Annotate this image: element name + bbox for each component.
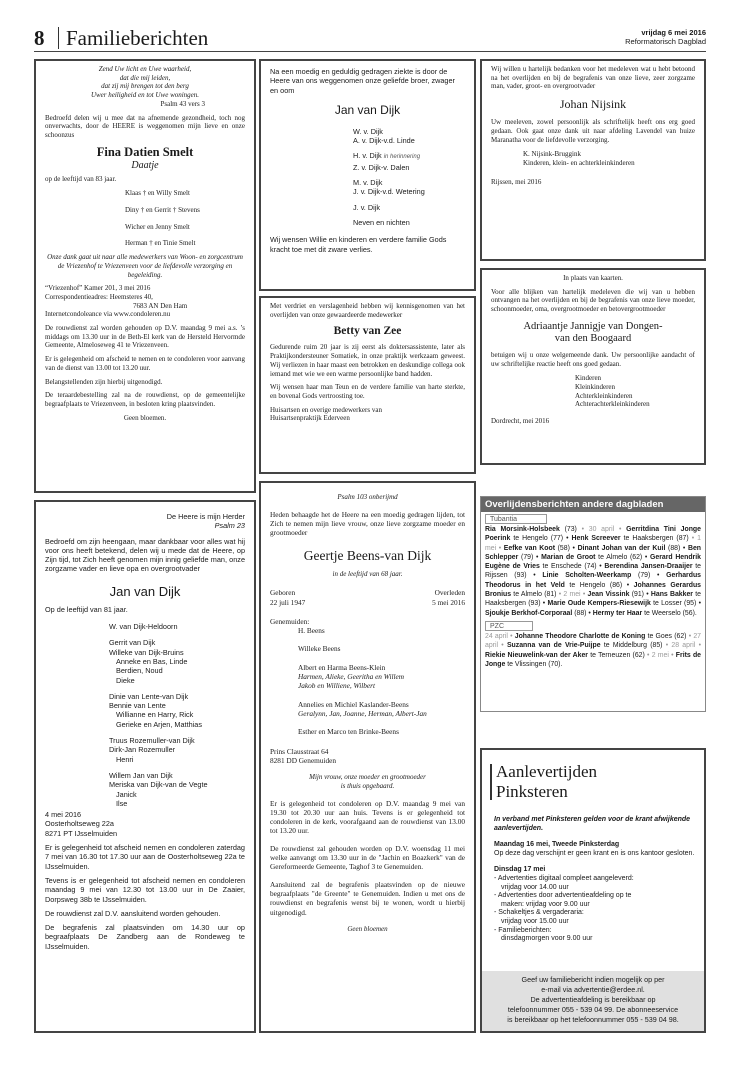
signer: Kinderen, klein- en achterkleinkinderen bbox=[523, 158, 635, 167]
obituary-detail: (88) • bbox=[665, 544, 688, 552]
address-line: 7683 AN Den Ham bbox=[133, 301, 188, 310]
address-line: Internetcondoleance via www.condoleren.nu bbox=[45, 310, 171, 319]
obituary-name: Dinant Johan van der Kuil bbox=[577, 544, 666, 552]
family-member: Willem Jan van Dijk bbox=[109, 770, 173, 780]
family-member: Bennie van Lente bbox=[109, 701, 166, 711]
deadline-item: - Advertenties digitaal compleet aangeleverd: bbox=[494, 874, 634, 882]
notice-vandongen bbox=[480, 268, 706, 465]
panel-title: Overlijdensberichten andere dagbladen bbox=[481, 497, 705, 512]
title-line: Pinksteren bbox=[496, 782, 568, 801]
burial-info: Aansluitend zal de begrafenis plaatsvinden op de nieuwe begraafplaats "de Greente" te Genemuiden. Indien u met ons de rouwdienst en begrafenis wenst bij te wonen, wordt u hierbij uitgenodigd. bbox=[270, 879, 465, 917]
obituary-detail: te Goes (62) bbox=[645, 632, 689, 640]
quote-line: Mijn vrouw, onze moeder en grootmoeder bbox=[309, 773, 426, 782]
deadline-item: - Advertenties door advertentieafdeling op te bbox=[494, 892, 632, 900]
family-member: Diny † en Gerrit † Stevens bbox=[125, 206, 200, 215]
deceased-name: Jan van Dijk bbox=[334, 102, 401, 117]
obituary-name: Sjoukje Berkhof-Corporaal bbox=[485, 609, 573, 617]
obituary-detail: te Haaksbergen (87) bbox=[620, 535, 692, 543]
contact-address bbox=[45, 810, 245, 838]
condolence-note: Wij wensen haar man Teun en de verdere familie van harte sterkte, en bovenal Gods vertroosting toe. bbox=[270, 383, 465, 400]
contact-address bbox=[270, 747, 465, 766]
obituary-detail: te Almelo (62) • bbox=[595, 553, 651, 561]
delivery-times-notice bbox=[480, 748, 706, 1033]
condolence-info: Er is gelegenheid tot condoleren op D.V. maandag 9 mei van 19.30 tot 20.30 uur aan huis. Tevens is er gelegenheid tot condoleren in de kerk, voorafgaand aan de rouwdienst van 13.00 tot 13.20 uur. bbox=[270, 798, 465, 836]
signers bbox=[270, 406, 465, 423]
deadline-item: vrijdag voor 14.00 uur bbox=[501, 883, 569, 891]
obituary-detail: te Hengelo (77) • bbox=[510, 535, 572, 543]
notice-intro: Wij willen u hartelijk bedanken voor het medeleven wat u hebt betoond na het overlijden en bij de begrafenis van onze lieve, zeer zorgzame man, vader, groot- en overgrootvader bbox=[491, 65, 695, 91]
in-memoriam-note: in herinnering bbox=[383, 154, 421, 161]
family-member: Dinie van Lente-van Dijk bbox=[109, 691, 189, 701]
header-divider bbox=[58, 27, 59, 49]
newspaper-name: Reformatorisch Dagblad bbox=[625, 37, 706, 46]
date-marker: • 2 mei • bbox=[558, 591, 588, 599]
obituary-detail: te Hengelo (86) • bbox=[564, 581, 634, 589]
family-list bbox=[270, 626, 465, 736]
lying-in-state-note bbox=[270, 773, 465, 790]
family-member: Gerrit van Dijk bbox=[109, 638, 156, 648]
address-line: 8281 DD Genemuiden bbox=[270, 755, 337, 765]
verse-line: Uwer heiligheid en tot Uwe woningen. bbox=[90, 91, 200, 100]
family-member: Annelies en Michiel Kaslander-Beens bbox=[298, 699, 409, 709]
address-line: 4 mei 2016 bbox=[45, 810, 82, 820]
signer: Kleinkinderen bbox=[575, 382, 616, 391]
notice-intro: Heden behaagde het de Heere na een moedig gedragen lijden, tot Zich te nemen mijn lieve vrouw, onze lieve zorgzame moeder en grootmoeder bbox=[270, 509, 465, 538]
family-member: Wicher en Jenny Smelt bbox=[125, 222, 190, 231]
place-date: Dordrecht, mei 2016 bbox=[491, 417, 550, 426]
source-name: Tubantia bbox=[490, 516, 517, 523]
family-member-name: H. v. Dijk bbox=[353, 151, 382, 161]
obituary-detail: te Vlissingen (70). bbox=[505, 660, 563, 668]
thanks-note: Onze dank gaat uit naar alle medewerkers van Woon- en zorgcentrum de Vriezenhof te Vriezenveen voor de liefdevolle verzorging en begeleiding. bbox=[47, 253, 243, 279]
signer: Huisartsenpraktijk Ederveen bbox=[270, 414, 350, 423]
obituary-name: Gerard Hendrik Eugène de Vries bbox=[485, 553, 701, 571]
family-list bbox=[45, 189, 245, 248]
address-line: Correspondentieadres: Heemsteres 40, bbox=[45, 292, 153, 301]
family-member: J. v. Dijk bbox=[353, 202, 381, 212]
closing-note: Geen bloemen. bbox=[123, 413, 167, 422]
obituary-name: Gerhardus Theodorus in het Veld bbox=[485, 572, 701, 589]
obituary-detail: te Rijssen (93) • bbox=[485, 563, 701, 580]
footer-line: Geef uw familiebericht indien mogelijk op per bbox=[521, 975, 665, 984]
footer-line: De advertentieafdeling is bereikbaar op bbox=[530, 995, 656, 1004]
signers bbox=[491, 374, 695, 409]
obituary-list-pzc bbox=[481, 631, 705, 670]
condolence-info: Er is gelegenheid om afscheid te nemen en te condoleren voor aanvang van de dienst van 13.00 tot 13.20 uur. bbox=[45, 355, 245, 372]
family-member: A. v. Dijk-v.d. Linde bbox=[353, 136, 415, 146]
family-member: Willeke van Dijk-Bruins bbox=[109, 647, 184, 657]
born-label: Geboren bbox=[270, 588, 296, 598]
verse: De Heere is mijn Herder bbox=[166, 512, 245, 521]
family-member: J. v. Dijk-v.d. Wetering bbox=[353, 187, 425, 197]
deadline-item: vrijdag voor 15.00 uur bbox=[501, 917, 569, 925]
signer: K. Nijsink-Bruggink bbox=[523, 150, 581, 159]
deceased-name: Geertje Beens-van Dijk bbox=[303, 547, 432, 563]
date-marker: • 30 april • bbox=[581, 526, 627, 533]
notice-intro: In verband met Pinksteren gelden voor de krant afwijkende aanlevertijden. bbox=[494, 816, 691, 832]
source-label-tubantia bbox=[485, 514, 547, 524]
obituary-name: Henk Screever bbox=[571, 535, 621, 543]
family-member: Esther en Marco ten Brinke-Beens bbox=[298, 727, 399, 737]
family-member: Janick bbox=[116, 789, 137, 799]
family-member: Geralynn, Jan, Joanne, Herman, Albert-Jan bbox=[298, 708, 427, 718]
obituary-name: Riekie Nieuwelink-van der Aker bbox=[485, 651, 588, 659]
obituary-detail: (73) bbox=[559, 526, 582, 533]
issue-date: vrijdag 6 mei 2016 bbox=[641, 28, 706, 37]
verse-reference: Psalm 43 vers 3 bbox=[160, 99, 205, 108]
header-dateline bbox=[625, 28, 706, 46]
obituary-name: Jean Vissink bbox=[587, 591, 630, 599]
deceased-name: Fina Datien Smelt bbox=[96, 144, 194, 159]
notice-vanzee bbox=[259, 296, 476, 474]
deadline-item: dinsdagmorgen voor 9.00 uur bbox=[501, 935, 593, 943]
obituary-detail: te Terneuzen (62) bbox=[588, 651, 648, 659]
quote-line: is thuis opgebaard. bbox=[340, 781, 395, 790]
obituary-name: Marie Oude Kempers-Riesewijk bbox=[547, 600, 651, 608]
title-accent-bar bbox=[490, 764, 492, 800]
notice-smelt bbox=[34, 59, 256, 493]
verse-reference: Psalm 23 bbox=[214, 521, 245, 531]
thanks-note: Uw meeleven, zowel persoonlijk als schriftelijk heeft ons erg goed gedaan. Ook gaat onze dank uit naar afdeling Lavendel van huize Maranatha voor de liefdevolle verzorging. bbox=[491, 118, 695, 144]
title-line: Aanlevertijden bbox=[496, 762, 598, 781]
family-member: Gerieke en Arjen, Matthias bbox=[116, 719, 202, 729]
obituary-detail: (79) • bbox=[631, 572, 667, 580]
family-member: W. van Dijk-Heldoorn bbox=[109, 622, 178, 632]
family-member bbox=[353, 151, 465, 162]
signer: Kinderen bbox=[575, 374, 602, 383]
invitation-note: Belangstellenden zijn hierbij uitgenodigd. bbox=[45, 377, 163, 386]
burial-info: De teraardebestelling zal na de rouwdienst, op de gemeentelijke begraafplaats te Vriezenveen, in besloten kring plaatsvinden. bbox=[45, 391, 245, 408]
family-member: Neven en nichten bbox=[353, 217, 410, 227]
deadline-item: - Familieberichten: bbox=[494, 926, 552, 934]
notice-intro: Na een moedig en geduldig gedragen ziekte is door de Heere van ons weggenomen onze geliefde broer, zwager en oom bbox=[270, 67, 455, 95]
obituary-detail: te Haaksbergen (93) • bbox=[485, 591, 701, 608]
obituary-name: Ria Morsink-Holsbeek bbox=[485, 526, 560, 533]
service-info: De rouwdienst zal worden gehouden op D.V. maandag 9 mei a.s. ’s middags om 13.30 uur in de Beth-El kerk van de Hersteld Hervormde Gemeente, Almeloseweg 41 te Vriezenveen. bbox=[45, 324, 245, 350]
family-member: Willeke Beens bbox=[298, 644, 341, 654]
address-line: Oosterholtseweg 22a bbox=[45, 819, 114, 829]
deadline-item: maken: vrijdag voor 9.00 uur bbox=[501, 900, 590, 908]
footer-line: is bereikbaar op het telefoonnummer 055 - 539 04 98. bbox=[507, 1015, 679, 1024]
date-marker: • 1 mei • bbox=[485, 535, 701, 552]
obituary-list-tubantia bbox=[481, 524, 705, 619]
notice-heading: In plaats van kaarten. bbox=[563, 274, 623, 282]
notice-intro: Bedroefd delen wij u mee dat na afnemende gezondheid, toch nog onverwachts, door de HEERE is weggenomen mijn lieve en onze schoonzus bbox=[45, 113, 245, 139]
notice-intro: Voor alle blijken van hartelijk medeleven die wij van u hebben ontvangen na het overlijden en bij de begrafenis van onze lieve moeder, schoonmoeder, oma, overgrootmoeder en betovergrootmoeder bbox=[491, 287, 695, 314]
deceased-age: op de leeftijd van 83 jaar. bbox=[45, 174, 117, 183]
burial-info: De begrafenis zal plaatsvinden om 14.30 uur op begraafplaats De Zandberg aan de Rondeweg te IJsselmuiden. bbox=[45, 923, 245, 951]
family-member: Klaas † en Willy Smelt bbox=[125, 189, 190, 198]
life-dates bbox=[270, 588, 465, 607]
contact-footer bbox=[482, 971, 704, 1031]
died-label: Overleden bbox=[434, 588, 465, 598]
obituary-detail: te Middelburg (85) bbox=[600, 642, 666, 650]
family-member: Henri bbox=[116, 754, 134, 764]
family-member: Jakob en Williene, Wilbert bbox=[298, 681, 376, 691]
born-date: 22 juli 1947 bbox=[270, 597, 306, 607]
obituary-name: Ben Schlepper bbox=[485, 544, 702, 561]
notice-title bbox=[496, 762, 597, 802]
obituary-detail: te Almelo (81) bbox=[511, 591, 559, 599]
family-member: W. v. Dijk bbox=[353, 126, 383, 136]
obituary-detail: (58) • bbox=[555, 544, 578, 552]
obituary-detail: te Weerselo (56). bbox=[642, 609, 697, 617]
obituary-detail: (79) • bbox=[518, 553, 542, 561]
verse-reference: Psalm 103 onberijmd bbox=[337, 493, 398, 501]
closing-note: Geen bloemen bbox=[347, 924, 388, 933]
family-member: Z. v. Dijk-v. Dalen bbox=[353, 162, 410, 172]
deceased-name: Johan Nijsink bbox=[559, 97, 627, 112]
family-list bbox=[270, 127, 465, 227]
signer: Huisartsen en overige medewerkers van bbox=[270, 405, 382, 414]
family-member: H. Beens bbox=[298, 626, 325, 636]
family-member: Dieke bbox=[116, 675, 135, 685]
page-header bbox=[34, 24, 706, 52]
verse-line: Zend Uw licht en Uwe waarheid, bbox=[98, 65, 192, 73]
source-label-pzc bbox=[485, 621, 533, 631]
other-newspapers-panel bbox=[480, 496, 706, 712]
family-member: Truus Rozemuller-van Dijk bbox=[109, 736, 195, 746]
deadline-item: - Schakeltjes & vergaderaria: bbox=[494, 909, 584, 917]
name-line: van den Boogaard bbox=[554, 332, 632, 344]
verse bbox=[45, 65, 245, 100]
notice-body bbox=[494, 816, 700, 944]
notice-intro: Met verdriet en verslagenheid hebben wij kennisgenomen van het overlijden van onze gewaardeerde medewerker bbox=[270, 302, 465, 319]
notice-vandijk-family bbox=[259, 59, 476, 291]
family-member: Willianne en Harry, Rick bbox=[116, 710, 194, 720]
obituary-name: Johanne Theodore Charlotte de Koning bbox=[514, 632, 646, 640]
family-member: M. v. Dijk bbox=[353, 178, 383, 188]
obituary-name: Marian de Groot bbox=[541, 553, 596, 561]
family-list bbox=[45, 622, 245, 808]
name-line: Adriaantje Jannigje van Dongen- bbox=[523, 320, 663, 332]
place-date: Rijssen, mei 2016 bbox=[491, 177, 542, 186]
signer: Achterachterkleinkinderen bbox=[575, 400, 650, 409]
contact-address bbox=[45, 284, 245, 319]
family-member: Harmen, Alieke, Geeritha en Willem bbox=[298, 672, 405, 682]
born-block bbox=[270, 588, 305, 607]
family-member: Anneke en Bas, Linde bbox=[116, 656, 188, 666]
obituary-name: Hans Bakker bbox=[650, 591, 693, 599]
verse-line: dat die mij leiden, bbox=[119, 73, 171, 82]
holiday-text: Op deze dag verschijnt er geen krant en is ons kantoor gesloten. bbox=[494, 849, 695, 857]
source-name: PZC bbox=[490, 622, 504, 630]
address-line: 8271 PT IJsselmuiden bbox=[45, 828, 118, 838]
date-marker: • 2 mei • bbox=[647, 651, 676, 659]
obituary-name: Gerritdina Tini Jonge Poerink bbox=[485, 526, 701, 543]
obituary-name: Johannes Gerardus Bronius bbox=[485, 581, 702, 599]
signer: Achterkleinkinderen bbox=[575, 391, 633, 400]
family-member: Meriska van Dijk-van de Vegte bbox=[109, 780, 208, 790]
family-member: Ilse bbox=[116, 798, 128, 808]
service-info: De rouwdienst zal gehouden worden op D.V. woensdag 11 mei welke aanvangt om 13.30 uur in de "Jachin en Boazkerk" van de Gereformeerde Gemeente, Taghof 3 te Genemuiden. bbox=[270, 843, 465, 872]
notice-intro: Bedroefd om zijn heengaan, maar dankbaar voor alles wat hij voor ons heeft betekend, delen wij u mede dat de Heere, op Zijn tijd, tot Zich heeft genomen mijn innig geliefde man, onze zorgzame vader en lieve opa en overgrootvader bbox=[45, 536, 245, 574]
deadline-list bbox=[494, 875, 700, 944]
condolence-info-2: Tevens is er gelegenheid tot afscheid nemen en condoleren maandag 9 mei van 12.30 tot 13.00 uur in De Zaaier, Dorpsweg 38b te IJsselmuiden. bbox=[45, 875, 245, 904]
career-info: Gedurende ruim 20 jaar is zij eerst als doktersassistente, later als Praktijkondersteuner Somatiek, in onze praktijk werkzaam geweest. Wij verliezen in haar maast een betrokken en deskundige collega ook iemand met wie we een warme persoonlijke band hadden. bbox=[270, 343, 465, 378]
date-marker: • 28 april • bbox=[665, 642, 701, 650]
holiday-heading: Maandag 16 mei, Tweede Pinksterdag bbox=[494, 841, 620, 849]
obituary-detail: te Losser (95) • bbox=[650, 600, 701, 608]
section-title: Familieberichten bbox=[66, 26, 209, 50]
deadline-heading: Dinsdag 17 mei bbox=[494, 866, 546, 874]
service-info: De rouwdienst zal D.V. aansluitend worden gehouden. bbox=[45, 908, 221, 918]
obituary-name: Linie Scholten-Weerkamp bbox=[542, 572, 632, 580]
deceased-age: Op de leeftijd van 81 jaar. bbox=[45, 604, 128, 614]
obituary-name: Suzanna van de Vrie-Puijpe bbox=[506, 642, 601, 650]
family-member: Berdien, Noud bbox=[116, 666, 163, 676]
condolence-info: Er is gelegenheid tot afscheid nemen en condoleren zaterdag 7 mei van 16.30 tot 17.30 uur aan de Oosterholtseweg 22a te IJsselmuiden. bbox=[45, 843, 245, 871]
deceased-name bbox=[491, 321, 695, 345]
date-marker: • 27 april • bbox=[485, 632, 701, 650]
obituary-name: Eefke van Koot bbox=[503, 544, 555, 552]
notice-beens bbox=[259, 481, 476, 1033]
obituary-detail: (91) • bbox=[629, 591, 651, 599]
deceased-name: Jan van Dijk bbox=[109, 583, 181, 599]
deceased-nickname: Daatje bbox=[131, 159, 159, 171]
footer-line: e-mail via advertentie@erdee.nl. bbox=[541, 985, 645, 994]
family-member: Herman † en Tinie Smelt bbox=[125, 239, 196, 248]
obituary-name: Hermy ter Haar bbox=[592, 609, 643, 617]
date-marker: 24 april • bbox=[485, 632, 515, 640]
obituary-name: Frits de Jonge bbox=[485, 651, 702, 668]
obituary-detail: (88) • bbox=[572, 609, 593, 617]
deceased-name: Betty van Zee bbox=[333, 325, 402, 338]
family-member: Dirk-Jan Rozemuller bbox=[109, 745, 176, 755]
address-line: Prins Clausstraat 64 bbox=[270, 746, 329, 756]
family-place: Genemuiden: bbox=[270, 616, 310, 626]
thanks-note: betuigen wij u onze welgemeende dank. Uw persoonlijke aandacht of uw schriftelijke reactie heeft ons goed gedaan. bbox=[491, 350, 695, 368]
notice-vandijk bbox=[34, 500, 256, 1033]
page-number: 8 bbox=[34, 26, 45, 50]
deceased-age: in de leeftijd van 68 jaar. bbox=[332, 569, 403, 578]
notice-nijsink bbox=[480, 59, 706, 261]
signers bbox=[491, 150, 695, 167]
family-member: Albert en Harma Beens-Klein bbox=[298, 662, 386, 672]
obituary-detail: te Enschede (74) • bbox=[539, 563, 605, 571]
died-date: 5 mei 2016 bbox=[432, 597, 465, 607]
died-block bbox=[432, 588, 465, 607]
obituary-name: Berendina Jansen-Draaijer bbox=[604, 563, 693, 571]
verse-line: dat zij mij brengen tot den berg bbox=[101, 82, 189, 91]
address-line: “Vriezenhof” Kamer 201, 3 mei 2016 bbox=[45, 284, 151, 293]
closing-note: Wij wensen Willie en kinderen en verdere familie Gods kracht toe met dit zware verlies. bbox=[270, 235, 447, 254]
footer-line: telefoonnummer 055 - 539 04 99. De abonneeservice bbox=[507, 1005, 679, 1014]
